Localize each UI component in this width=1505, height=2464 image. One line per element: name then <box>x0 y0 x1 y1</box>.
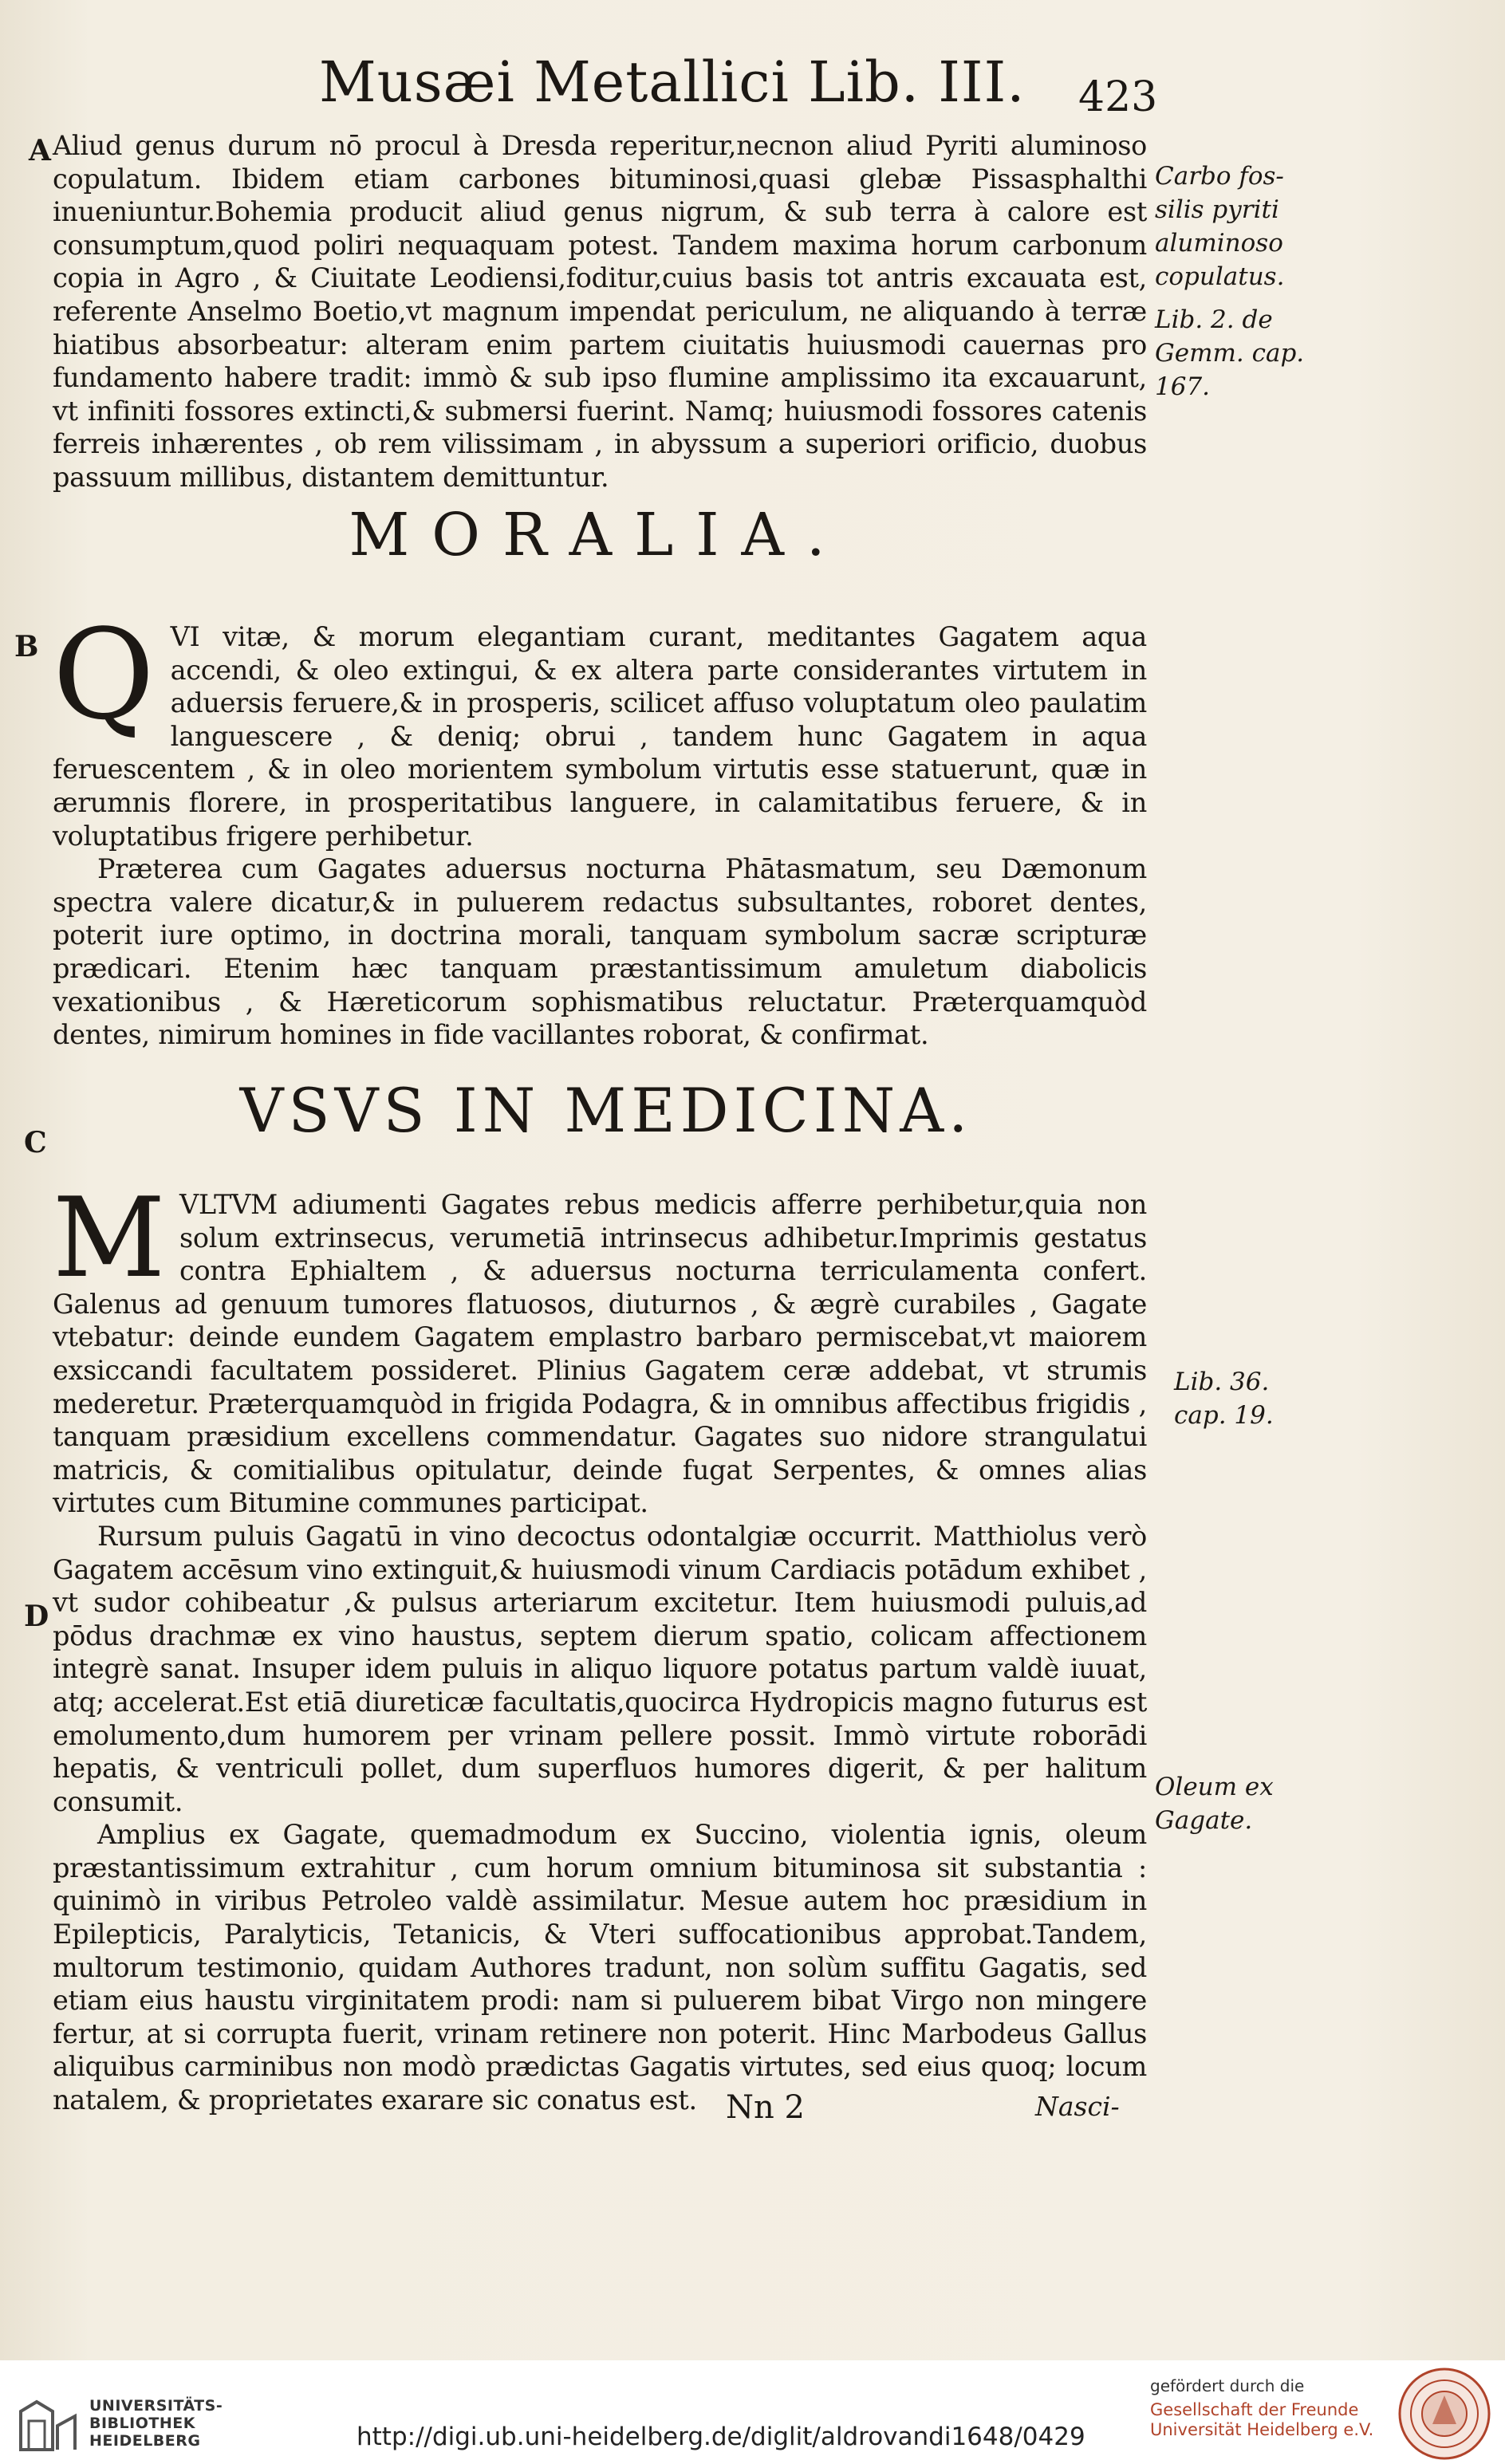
margin-note-lib36: Lib. 36. cap. 19. <box>1174 1368 1274 1430</box>
source-url[interactable]: http://digi.ub.uni-heidelberg.de/diglit/aldrovandi1648/0429 <box>357 2423 1085 2451</box>
usus-in-medicina-heading: VSVS IN MEDICINA. <box>239 1075 973 1146</box>
moralia-section <box>53 602 1147 1052</box>
margin-note-oleum: Oleum ex Gagate. <box>1155 1773 1274 1835</box>
university-library-logo-icon <box>13 2394 83 2458</box>
library-name: UNIVERSITÄTS- BIBLIOTHEK HEIDELBERG <box>89 2397 223 2450</box>
margin-note-carbo: Carbo fos- silis pyriti aluminoso copulatus. <box>1155 162 1285 291</box>
intro-paragraph-text: Aliud genus durum nō procul à Dresda reperitur,necnon aliud Pyriti aluminoso copulatum. Ibidem etiam carbones bituminosi,quasi glebæ Pissasphalthi inueniuntur.Bohemia producit aliud genus nigrum, & sub terra à calore est consumptum,quod poliri nequaquam potest. Tandem maxima horum carbonum copia in Agro , & Ciuitate Leodiensi,foditur,cuius basis tot antris excauata est, referente Anselmo Boetio,vt magnum impendat periculum, ne aliquando à terræ hiatibus absorbeatur: alteram enim partem ciuitatis huiusmodi cauernas pro fundamento habere tradit: immò & sub ipso flumine amplissimo ita excauarunt, vt infiniti fossores extincti,& submersi fuerint. Namq; huiusmodi fossores catenis ferreis inhærentes , ob rem vilissimam , in abyssum a superiori orificio, duobus passuum millibus, distantem demittuntur. <box>53 130 1147 493</box>
society-name: Gesellschaft der Freunde Universität Heidelberg e.V. <box>1150 2400 1374 2439</box>
section-letter-b: B <box>14 630 39 663</box>
usus-paragraph-1: VLTVM adiumenti Gagates rebus medicis afferre perhibetur,quia non solum extrinsecus, verumetiā intrinsecus adhibetur.Imprimis gestatus contra Ephialtem , & aduersus nocturna terriculamenta confert. Galenus ad genuum tumores flatuosos, diuturnos , & ægrè curabiles , Gagate vtebatur: deinde eundem Gagatem emplastro barbaro permiscebat,vt maiorem exsiccandi facultatem possideret. Plinius Gagatem ceræ addebat, vt strumis mederetur. Præterquamquòd in frigida Podagra, & in omnibus affectibus frigidis , tanquam præsidium excellens commendatur. Gagates suo nidore strangulatui matricis, & comitialibus opitulatur, deinde fugat Serpentes, & omnes alias virtutes cum Bitumine communes participat. <box>53 1189 1147 1519</box>
section-letter-c: C <box>24 1126 47 1159</box>
catchword: Nasci- <box>1035 2091 1120 2122</box>
margin-note-lib2: Lib. 2. de Gemm. cap. 167. <box>1155 305 1305 401</box>
usus-section <box>53 1174 1147 2117</box>
moralia-paragraph-2: Præterea cum Gagates aduersus nocturna Phātasmatum, seu Dæmonum spectra valere dicatur,& in puluerem redactus subsultantes, roboret dentes, poterit iure optimo, in doctrina morali, tanquam symbolum sacræ scripturæ prædicari. Etenim hæc tanquam præstantissimum amuletum diabolicis vexationibus , & Hæreticorum sophismatibus reluctatur. Præterquamquòd dentes, nimirum homines in fide vacillantes roborat, & confirmat. <box>53 853 1147 1051</box>
moralia-paragraph-1: VI vitæ, & morum elegantiam curant, meditantes Gagatem aqua accendi, & oleo extingui, & ex altera parte considerantes virtutem in aduersis feruere,& in prosperis, scilicet affuso voluptatum oleo paulatim languescere , & deniq; obrui , tandem hunc Gagatem in aqua feruescentem , & in oleo morientem symbolum virtutis esse statuerunt, quæ in ærumnis florere, in prosperitatibus languere, in calamitatibus feruere, & in voluptatibus frigere perhibetur. <box>53 621 1147 852</box>
digitization-footer <box>0 2360 1505 2464</box>
section-letter-a: A <box>29 134 51 167</box>
funded-by-label: gefördert durch die <box>1150 2376 1305 2395</box>
section-letter-d: D <box>24 1600 49 1633</box>
running-header-title: Musæi Metallici Lib. III. <box>319 49 1026 115</box>
page-number: 423 <box>1078 73 1158 121</box>
moralia-heading: MORALIA. <box>349 501 848 569</box>
usus-paragraph-3: Amplius ex Gagate, quemadmodum ex Succino, violentia ignis, oleum præstantissimum extrahitur , cum horum omnium bituminosa sit substantia : quinimò in viribus Petroleo valdè assimilatur. Mesue autem hoc præsidium in Epilepticis, Paralyticis, Tetanicis, & Vteri suffocationibus approbat.Tandem, multorum testimonio, quidam Authores tradunt, non solùm suffitu Gagatis, sed etiam eius haustu virginitatem prodi: nam si puluerem bibat Virgo non mingere fertur, at si corrupta fuerit, vrinam retinere non poterit. Hinc Marbodeus Gallus aliquibus carminibus non modò prædictas Gagatis virtutes, sed eius quoq; locum natalem, & proprietates exarare sic conatus est. <box>53 1819 1147 2116</box>
intro-paragraph <box>53 129 1147 494</box>
university-seal-icon <box>1397 2367 1491 2461</box>
usus-paragraph-2: Rursum puluis Gagatū in vino decoctus odontalgiæ occurrit. Matthiolus verò Gagatem accēsum vino extinguit,& huiusmodi vinum Cardiacis potādum exhibet , vt sudor cohibeatur ,& pulsus arteriarum excitetur. Item huiusmodi puluis,ad pōdus drachmæ ex vino haustus, septem dierum spatio, colicam affectionem integrè sanat. Insuper idem puluis in aliquo liquore potatus partum valdè iuuat, atq; accelerat.Est etiā diureticæ facultatis,quocirca Hydropicis magno futurus est emolumento,dum humorem per vrinam pellere possit. Immò virtute roborādi hepatis, & ventriculi pollet, dum superfluos humores digerit, & per halitum consumit. <box>53 1520 1147 1817</box>
signature-mark: Nn 2 <box>726 2089 805 2126</box>
moralia-dropcap: Q <box>53 602 155 747</box>
usus-dropcap: M <box>53 1174 166 1302</box>
